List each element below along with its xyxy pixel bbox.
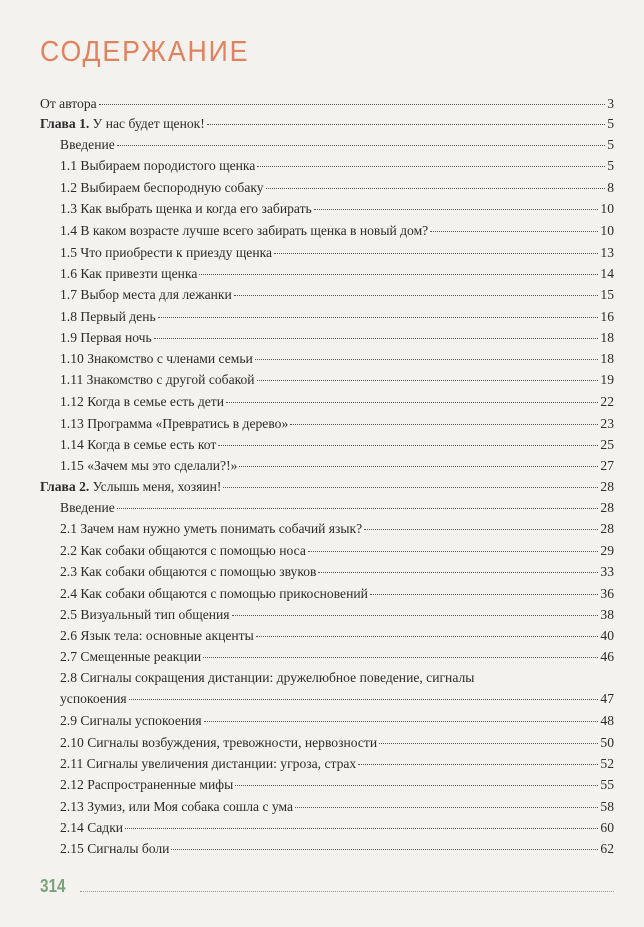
toc-page-number: 47 (600, 691, 614, 706)
toc-leader-dots (266, 188, 606, 189)
toc-page-number: 36 (600, 586, 614, 601)
toc-entry (60, 543, 614, 559)
toc-entry-title: 2.15 Сигналы боли (60, 841, 170, 856)
toc-entry (60, 691, 614, 707)
toc-leader-dots (379, 743, 598, 744)
toc-entry-title: 2.7 Смещенные реакции (60, 649, 202, 664)
toc-chapter-entry (40, 479, 614, 495)
toc-leader-dots (171, 849, 598, 850)
toc-leader-dots (274, 253, 598, 254)
toc-entry-title: 2.8 Сигналы сокращения дистанции: дружелюбное поведение, сигналы (60, 670, 475, 685)
toc-page-number: 14 (600, 266, 614, 281)
toc-leader-dots (207, 124, 605, 125)
toc-entry (60, 458, 614, 474)
toc-leader-dots (257, 166, 605, 167)
toc-entry-line1 (60, 670, 474, 686)
toc-leader-dots (235, 785, 598, 786)
toc-page-number: 25 (600, 437, 614, 452)
toc-leader-dots (290, 424, 598, 425)
toc-page-number: 3 (607, 96, 614, 111)
toc-page-number: 40 (600, 628, 614, 643)
toc-leader-dots (117, 508, 599, 509)
toc-entry (60, 309, 614, 325)
toc-entry (60, 201, 614, 217)
toc-leader-dots (129, 699, 599, 700)
toc-page-number: 28 (600, 500, 614, 515)
toc-entry (60, 841, 614, 857)
toc-page-number: 28 (600, 479, 614, 494)
toc-entry (60, 394, 614, 410)
toc-entry-title: 1.12 Когда в семье есть дети (60, 394, 225, 409)
toc-entry-title: У нас будет щенок! (89, 116, 205, 131)
toc-entry-title: 1.3 Как выбрать щенка и когда его забирать (60, 201, 312, 216)
toc-entry (60, 628, 614, 644)
toc-leader-dots (218, 445, 598, 446)
toc-entry (60, 607, 614, 623)
toc-page-number: 60 (600, 820, 614, 835)
toc-entry-title: 1.2 Выбираем беспородную собаку (60, 180, 264, 195)
toc-leader-dots (430, 231, 598, 232)
toc-chapter-entry (40, 116, 614, 132)
toc-entry-title: 2.1 Зачем нам нужно уметь понимать собачий язык? (60, 521, 363, 536)
toc-entry (60, 245, 614, 261)
toc-leader-dots (314, 209, 599, 210)
toc-page-number: 5 (607, 137, 614, 152)
toc-page-number: 50 (600, 735, 614, 750)
toc-entry-title: 1.13 Программа «Превратись в дерево» (60, 416, 289, 431)
toc-page-number: 38 (600, 607, 614, 622)
toc-entry (60, 372, 614, 388)
toc-page-number: 23 (600, 416, 614, 431)
toc-leader-dots (370, 594, 598, 595)
toc-entry (60, 137, 614, 153)
toc-page-number: 62 (600, 841, 614, 856)
toc-leader-dots (204, 721, 599, 722)
toc-leader-dots (256, 636, 599, 637)
toc-entry (60, 287, 614, 303)
toc-entry-title: Введение (60, 500, 115, 515)
toc-entry-title: 1.7 Выбор места для лежанки (60, 287, 232, 302)
toc-entry-title: успокоения (60, 691, 127, 706)
toc-leader-dots (255, 359, 599, 360)
toc-leader-dots (257, 380, 599, 381)
toc-page-number: 8 (607, 180, 614, 195)
toc-entry (60, 500, 614, 516)
toc-page-number: 58 (600, 799, 614, 814)
toc-entry-title: От автора (40, 96, 97, 111)
toc-leader-dots (99, 104, 606, 105)
toc-page-number: 13 (600, 245, 614, 260)
toc-leader-dots (318, 572, 598, 573)
toc-page-number: 16 (600, 309, 614, 324)
toc-entry (60, 586, 614, 602)
toc-leader-dots (239, 466, 598, 467)
toc-entry (60, 180, 614, 196)
toc-entry (60, 756, 614, 772)
toc-page-number: 46 (600, 649, 614, 664)
toc-entry (60, 799, 614, 815)
toc-leader-dots (295, 807, 598, 808)
toc-entry (60, 330, 614, 346)
toc-leader-dots (203, 657, 598, 658)
toc-entry (60, 820, 614, 836)
toc-entry-title: 2.2 Как собаки общаются с помощью носа (60, 543, 306, 558)
toc-entry-title: 1.10 Знакомство с членами семьи (60, 351, 253, 366)
toc-entry-title: 2.9 Сигналы успокоения (60, 713, 202, 728)
toc-page-number: 19 (600, 372, 614, 387)
toc-entry-title: 2.13 Зумиз, или Моя собака сошла с ума (60, 799, 294, 814)
toc-entry-title: 2.6 Язык тела: основные акценты (60, 628, 254, 643)
page-title: СОДЕРЖАНИЕ (40, 36, 250, 68)
toc-entry-title: Введение (60, 137, 115, 152)
toc-page-number: 18 (600, 330, 614, 345)
toc-entry (60, 713, 614, 729)
toc-page-number: 29 (600, 543, 614, 558)
toc-entry (60, 437, 614, 453)
toc-entry-title: 2.11 Сигналы увеличения дистанции: угроза, страх (60, 756, 357, 771)
toc-entry-title: 2.4 Как собаки общаются с помощью прикосновений (60, 586, 368, 601)
page-footer (40, 876, 614, 897)
toc-chapter-prefix: Глава 1. (40, 116, 90, 131)
toc-entry-title: 2.12 Распространенные мифы (60, 777, 234, 792)
toc-page-number: 5 (607, 116, 614, 131)
toc-entry-title: 1.4 В каком возрасте лучше всего забирать щенка в новый дом? (60, 223, 429, 238)
toc-chapter-prefix: Глава 2. (40, 479, 90, 494)
toc-entry (60, 266, 614, 282)
toc-leader-dots (364, 529, 598, 530)
toc-entry-title: Услышь меня, хозяин! (89, 479, 222, 494)
toc-leader-dots (358, 764, 598, 765)
toc-leader-dots (234, 295, 599, 296)
toc-leader-dots (125, 828, 598, 829)
toc-leader-dots (223, 487, 598, 488)
toc-entry-title: 1.6 Как привезти щенка (60, 266, 198, 281)
toc-entry (60, 521, 614, 537)
toc-page-number: 10 (600, 223, 614, 238)
toc-leader-dots (158, 317, 599, 318)
toc-entry (60, 735, 614, 751)
toc-page-number: 18 (600, 351, 614, 366)
toc-entry-title: 2.14 Садки (60, 820, 124, 835)
toc-entry (60, 564, 614, 580)
toc-page-number: 27 (600, 458, 614, 473)
toc-entry-title: 1.11 Знакомство с другой собакой (60, 372, 255, 387)
page-number: 314 (40, 876, 66, 896)
toc-entry-title: 2.5 Визуальный тип общения (60, 607, 230, 622)
toc-entry-title: 1.8 Первый день (60, 309, 156, 324)
toc-entry (40, 96, 614, 112)
toc-entry-title: 1.5 Что приобрести к приезду щенка (60, 245, 273, 260)
toc-page-number: 10 (600, 201, 614, 216)
toc-entry-title: 1.15 «Зачем мы это сделали?!» (60, 458, 238, 473)
toc-page-number: 28 (600, 521, 614, 536)
toc-page-number: 33 (600, 564, 614, 579)
toc-leader-dots (199, 274, 598, 275)
toc-leader-dots (117, 145, 605, 146)
toc-entry-title: 2.10 Сигналы возбуждения, тревожности, нервозности (60, 735, 378, 750)
toc-entry (60, 649, 614, 665)
toc-entry-title: 1.9 Первая ночь (60, 330, 152, 345)
toc-leader-dots (232, 615, 599, 616)
toc-leader-dots (154, 338, 599, 339)
toc-page-number: 55 (600, 777, 614, 792)
toc-entry (60, 777, 614, 793)
toc-entry-title: 1.1 Выбираем породистого щенка (60, 158, 256, 173)
toc-page-number: 22 (600, 394, 614, 409)
toc-entry (60, 416, 614, 432)
toc-page-number: 5 (607, 158, 614, 173)
toc-page-number: 52 (600, 756, 614, 771)
toc-leader-dots (308, 551, 599, 552)
toc-page-number: 48 (600, 713, 614, 728)
toc-entry-title: 2.3 Как собаки общаются с помощью звуков (60, 564, 317, 579)
toc-leader-dots (226, 402, 598, 403)
toc-entry (60, 223, 614, 239)
footer-rule (80, 891, 614, 892)
toc-entry (60, 351, 614, 367)
toc-page-number: 15 (600, 287, 614, 302)
toc-entry (60, 158, 614, 174)
toc-entry-title: 1.14 Когда в семье есть кот (60, 437, 217, 452)
